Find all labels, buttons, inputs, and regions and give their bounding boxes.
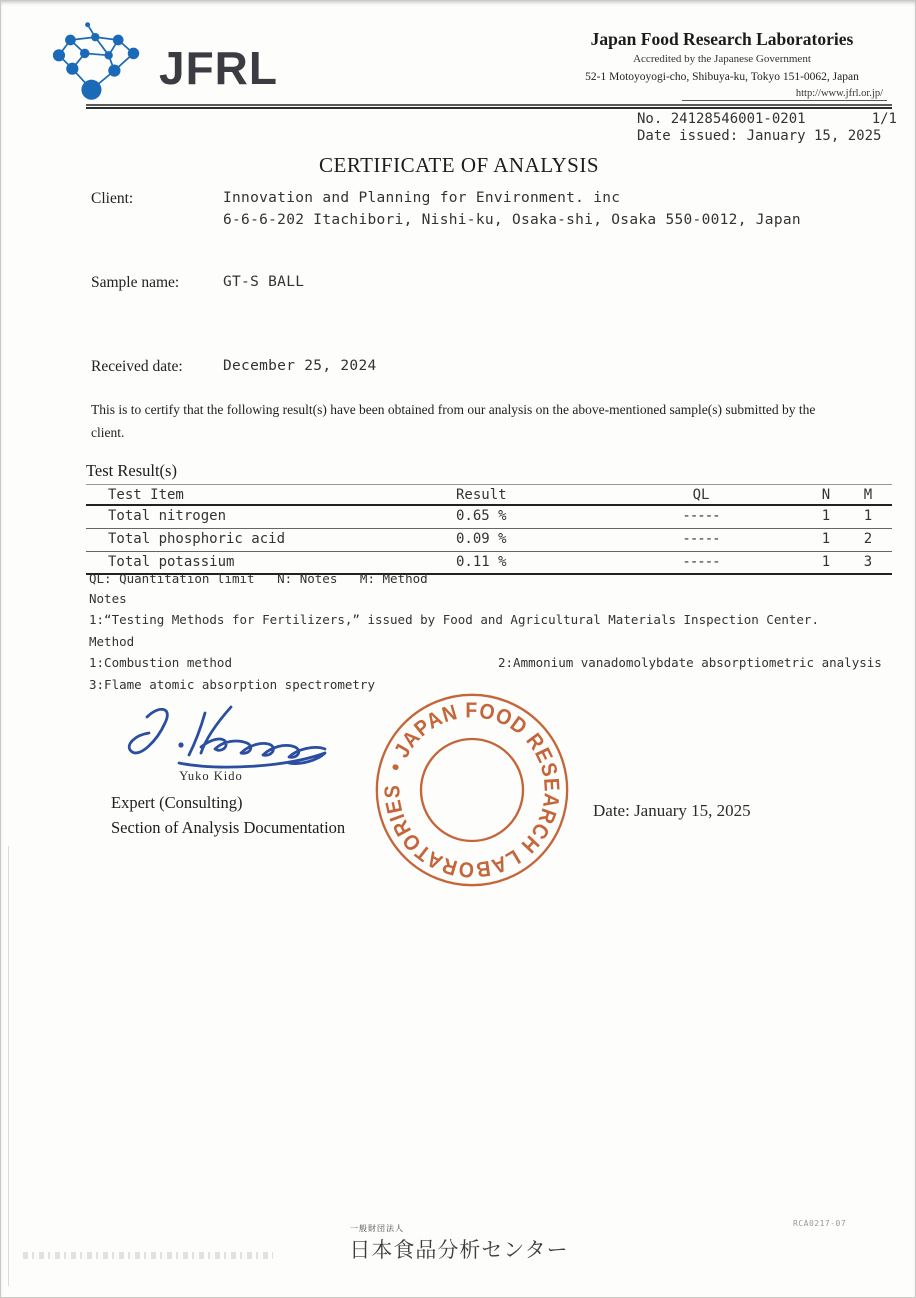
header-divider [86, 104, 892, 109]
footer-org-name-jp: 日本食品分析センター [349, 1238, 569, 1262]
org-accreditation: Accredited by the Japanese Government [633, 53, 811, 65]
cell-m: 1 [863, 508, 873, 524]
laboratory-seal-stamp [369, 687, 575, 893]
notes-heading: Notes [89, 591, 127, 606]
cell-m: 2 [863, 531, 873, 547]
signer-name: Yuko Kido [179, 769, 243, 783]
sample-name-label: Sample name: [91, 274, 180, 291]
client-label: Client: [91, 190, 134, 207]
cell-ql: ----- [682, 508, 720, 524]
date-issued: Date issued: January 15, 2025 [637, 128, 882, 144]
table-row [86, 529, 892, 552]
org-website-link: http://www.jfrl.or.jp/ [682, 88, 887, 101]
col-ql: QL [692, 487, 710, 503]
results-section-title: Test Result(s) [86, 461, 177, 480]
molecule-logo-icon [53, 19, 149, 105]
sample-name-value: GT-S BALL [223, 274, 305, 290]
footer-org-type: 一般財団法人 [350, 1224, 404, 1233]
col-n: N [821, 487, 831, 503]
cell-item: Total phosphoric acid [108, 531, 286, 547]
method-3: 3:Flame atomic absorption spectrometry [89, 677, 375, 692]
cell-m: 3 [863, 554, 873, 570]
cell-result: 0.09 % [456, 531, 507, 547]
table-header-row [86, 485, 892, 506]
scan-artifact [23, 1252, 273, 1259]
method-heading: Method [89, 634, 135, 649]
cell-ql: ----- [682, 554, 720, 570]
cell-ql: ----- [682, 531, 720, 547]
method-2: 2:Ammonium vanadomolybdate absorptiometric analysis [498, 655, 882, 670]
stamp-ring-text: • JAPAN FOOD RESEARCH LABORATORIES [379, 697, 565, 883]
scan-edge-line [8, 846, 9, 1286]
col-m: M [863, 487, 873, 503]
cell-n: 1 [821, 531, 831, 547]
report-number: No. 24128546001-0201 [637, 111, 806, 127]
signer-section: Section of Analysis Documentation [111, 818, 346, 837]
document-title: CERTIFICATE OF ANALYSIS [319, 153, 599, 177]
signature-date: Date: January 15, 2025 [593, 801, 751, 820]
col-result: Result [456, 487, 507, 503]
logo-wordmark: JFRL [159, 42, 278, 94]
cell-n: 1 [821, 508, 831, 524]
results-table [86, 484, 892, 575]
page-indicator: 1/1 [871, 111, 897, 127]
cell-result: 0.65 % [456, 508, 507, 524]
note-1: 1:“Testing Methods for Fertilizers,” issued by Food and Agricultural Materials Inspection Center. [89, 612, 819, 627]
form-code: RCA0217-07 [793, 1219, 847, 1228]
col-test-item: Test Item [108, 487, 184, 503]
handwritten-signature [119, 703, 334, 773]
cell-result: 0.11 % [456, 554, 507, 570]
table-row [86, 506, 892, 529]
svg-text:• JAPAN FOOD RESEARCH LABORATO [369, 687, 575, 893]
client-name: Innovation and Planning for Environment. inc [223, 190, 621, 206]
received-date-value: December 25, 2024 [223, 358, 377, 374]
cell-item: Total potassium [108, 554, 235, 570]
table-legend: QL: Quantitation limit N: Notes M: Method [89, 571, 428, 586]
signer-title: Expert (Consulting) [111, 793, 243, 812]
jfrl-logo [53, 19, 278, 105]
client-address: 6-6-6-202 Itachibori, Nishi-ku, Osaka-shi, Osaka 550-0012, Japan [223, 212, 801, 228]
org-address: 52-1 Motoyoyogi-cho, Shibuya-ku, Tokyo 151-0062, Japan [585, 71, 859, 83]
method-1: 1:Combustion method [89, 655, 232, 670]
report-number-row [637, 111, 897, 127]
cell-n: 1 [821, 554, 831, 570]
certification-statement: This is to certify that the following result(s) have been obtained from our analysis on the above-mentioned sample(s) submitted by the client. [91, 402, 816, 440]
received-date-label: Received date: [91, 358, 183, 375]
cell-item: Total nitrogen [108, 508, 227, 524]
org-name: Japan Food Research Laboratories [590, 29, 854, 49]
org-header [557, 29, 887, 101]
